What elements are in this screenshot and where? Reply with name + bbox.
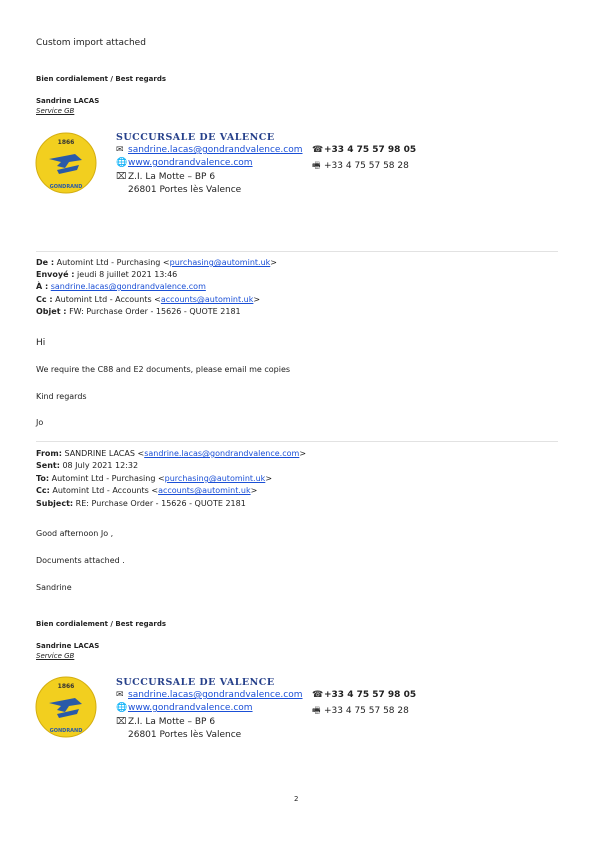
re-from-line: From: SANDRINE LACAS <sandrine.lacas@gondrandvalence.com>	[36, 449, 307, 458]
globe-icon: 🌐	[116, 703, 128, 713]
re-from-email-link[interactable]: sandrine.lacas@gondrandvalence.com	[144, 449, 300, 458]
gondrand-logo	[35, 132, 97, 194]
address-icon: ⌧	[116, 717, 127, 727]
fw-hi: Hi	[36, 338, 46, 348]
fw-body-line: We require the C88 and E2 documents, please email me copies	[36, 365, 291, 374]
address-line-1: ⌧ Z.I. La Motte – BP 6	[116, 172, 216, 182]
phone-line	[312, 690, 416, 700]
envelope-icon: ✉	[116, 690, 124, 700]
signature-email-link[interactable]: sandrine.lacas@gondrandvalence.com	[128, 145, 303, 155]
address-icon: ⌧	[116, 172, 127, 182]
fw-to-email-link[interactable]: sandrine.lacas@gondrandvalence.com	[50, 282, 206, 291]
branch-heading: SUCCURSALE DE VALENCE	[116, 132, 275, 143]
address-line-1: ⌧ Z.I. La Motte – BP 6	[116, 717, 216, 727]
signature-department: Service GB	[36, 107, 75, 115]
signature-name: Sandrine LACAS	[36, 642, 100, 650]
envelope-icon: ✉	[116, 145, 124, 155]
separator	[36, 251, 558, 252]
separator	[36, 441, 558, 442]
fw-sent-line: Envoyé : jeudi 8 juillet 2021 13:46	[36, 270, 178, 279]
signature-name: Sandrine LACAS	[36, 97, 100, 105]
website-line	[116, 158, 253, 168]
fax-icon: 🖷	[312, 161, 321, 171]
signature-greeting: Bien cordialement / Best regards	[36, 620, 166, 628]
branch-heading: SUCCURSALE DE VALENCE	[116, 677, 275, 688]
gondrand-logo	[35, 676, 97, 738]
fw-from-line: De : Automint Ltd - Purchasing <purchasing@automint.uk>	[36, 258, 277, 267]
phone-icon: ☎	[312, 145, 324, 155]
signature-fax: +33 4 75 57 58 28	[324, 706, 409, 716]
fw-cc-email-link[interactable]: accounts@automint.uk	[160, 295, 254, 304]
re-greeting: Good afternoon Jo ,	[36, 529, 114, 538]
fax-line	[312, 703, 409, 719]
re-body-line: Documents attached .	[36, 556, 125, 565]
fw-subject-line: Objet : FW: Purchase Order - 15626 - QUOTE 2181	[36, 307, 241, 316]
email-line	[116, 145, 303, 155]
signature-website-link[interactable]: www.gondrandvalence.com	[128, 703, 253, 713]
fw-from-email-link[interactable]: purchasing@automint.uk	[169, 258, 271, 267]
signature-department: Service GB	[36, 652, 75, 660]
fw-sign: Jo	[36, 418, 44, 427]
website-line	[116, 703, 253, 713]
re-cc-email-link[interactable]: accounts@automint.uk	[158, 486, 251, 495]
globe-icon: 🌐	[116, 158, 128, 168]
fw-cc-line: Cc : Automint Ltd - Accounts <accounts@automint.uk>	[36, 295, 261, 304]
signature-email-link[interactable]: sandrine.lacas@gondrandvalence.com	[128, 690, 303, 700]
signature-website-link[interactable]: www.gondrandvalence.com	[128, 158, 253, 168]
address-line-2: 26801 Portes lès Valence	[128, 185, 242, 195]
re-to-line: To: Automint Ltd - Purchasing <purchasing@automint.uk>	[36, 474, 273, 483]
signature-phone: +33 4 75 57 98 05	[324, 690, 417, 700]
signature-fax: +33 4 75 57 58 28	[324, 161, 409, 171]
fax-line	[312, 158, 409, 174]
logo-brand: GONDRAND	[49, 184, 83, 190]
logo-year: 1866	[57, 139, 75, 146]
fw-regards: Kind regards	[36, 392, 87, 401]
re-cc-line: Cc: Automint Ltd - Accounts <accounts@automint.uk>	[36, 486, 258, 495]
phone-line	[312, 145, 416, 155]
re-to-email-link[interactable]: purchasing@automint.uk	[164, 474, 266, 483]
logo-year: 1866	[57, 683, 75, 690]
signature-phone: +33 4 75 57 98 05	[324, 145, 417, 155]
email-line	[116, 690, 303, 700]
re-sign: Sandrine	[36, 583, 72, 592]
fax-icon: 🖷	[312, 706, 321, 716]
phone-icon: ☎	[312, 690, 324, 700]
logo-brand: GONDRAND	[49, 728, 83, 734]
intro-text: Custom import attached	[36, 38, 146, 48]
page-number: 2	[294, 795, 299, 803]
address-line-2: 26801 Portes lès Valence	[128, 730, 242, 740]
re-sent-line: Sent: 08 July 2021 12:32	[36, 461, 139, 470]
signature-greeting: Bien cordialement / Best regards	[36, 75, 166, 83]
fw-to-line: À : sandrine.lacas@gondrandvalence.com	[36, 282, 206, 291]
re-subject-line: Subject: RE: Purchase Order - 15626 - QUOTE 2181	[36, 499, 246, 508]
